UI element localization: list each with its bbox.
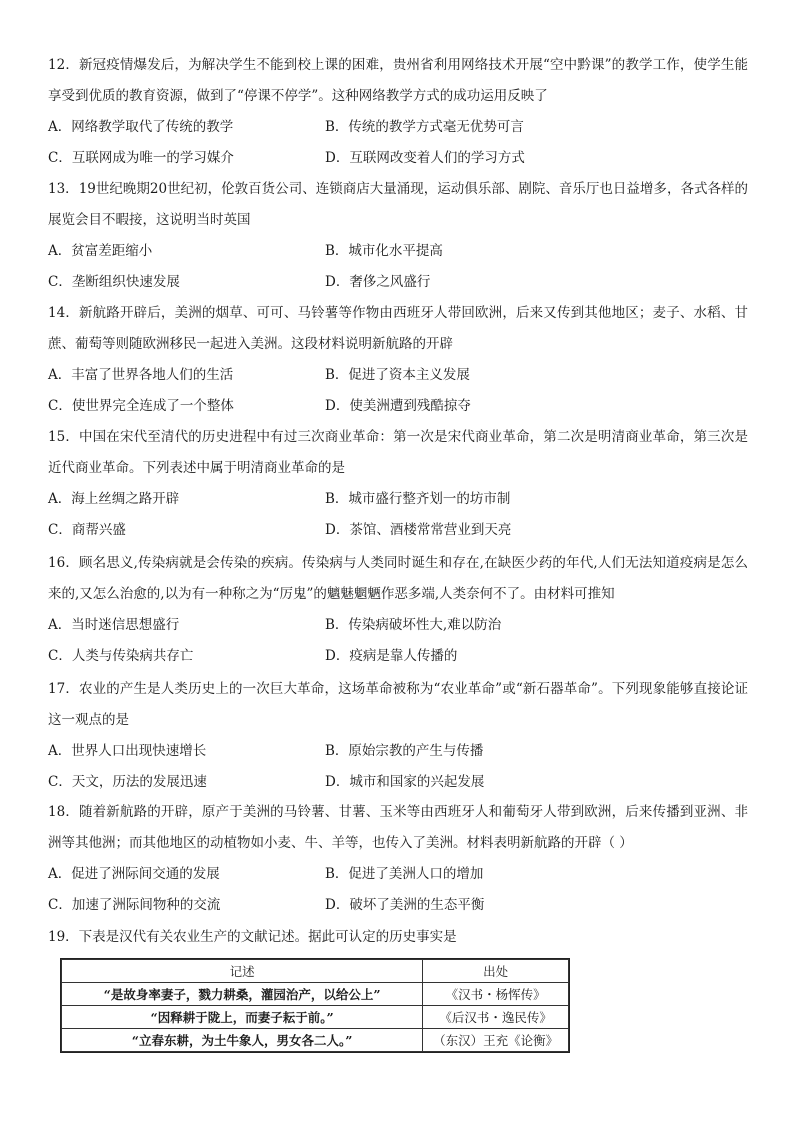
option-d[interactable]: D．奢侈之风盛行 [325, 274, 431, 290]
option-c[interactable]: C．加速了洲际间物种的交流 [48, 897, 221, 913]
option-b[interactable]: B．城市化水平提高 [325, 243, 443, 259]
question-stem: 13．19世纪晚期20世纪初，伦敦百货公司、连锁商店大量涌现，运动俱乐部、剧院、音乐厅也日益增多，各式各样的展览会目不暇接，这说明当时英国 [48, 181, 748, 228]
option-b[interactable]: B．城市盛行整齐划一的坊市制 [325, 491, 511, 507]
option-a[interactable]: A．促进了洲际间交通的发展 [48, 866, 220, 882]
option-d[interactable]: D．城市和国家的兴起发展 [325, 774, 485, 790]
option-grid [48, 610, 748, 672]
option-grid [48, 859, 748, 921]
source-table [60, 958, 570, 1053]
option-d[interactable]: D．使美洲遭到残酷掠夺 [325, 398, 471, 414]
option-c[interactable]: C．人类与传染病共存亡 [48, 648, 194, 664]
option-d[interactable]: D．茶馆、酒楼常常营业到天亮 [325, 522, 512, 538]
option-a[interactable]: A．世界人口出现快速增长 [48, 743, 207, 759]
option-a[interactable]: A．丰富了世界各地人们的生活 [48, 367, 234, 383]
question-15 [48, 422, 748, 546]
table-row [62, 1006, 569, 1029]
option-a[interactable]: A．贫富差距缩小 [48, 243, 153, 259]
question-14 [48, 298, 748, 422]
option-d[interactable]: D．破坏了美洲的生态平衡 [325, 897, 485, 913]
question-stem: 12．新冠疫情爆发后，为解决学生不能到校上课的困难，贵州省利用网络技术开展“空中黔课”的教学工作，使学生能享受到优质的教育资源，做到了“停课不停学”。这种网络教学方式的成功运用反映了 [48, 57, 748, 104]
question-19 [48, 922, 748, 953]
question-17 [48, 674, 748, 798]
question-stem: 14．新航路开辟后，美洲的烟草、可可、马铃薯等作物由西班牙人带回欧洲，后来又传到其他地区；麦子、水稻、甘蔗、葡萄等则随欧洲移民一起进入美洲。这段材料说明新航路的开辟 [48, 305, 748, 352]
question-18 [48, 797, 748, 921]
option-c[interactable]: C．天文，历法的发展迅速 [48, 774, 207, 790]
option-a[interactable]: A．海上丝绸之路开辟 [48, 491, 180, 507]
table-row [62, 1029, 569, 1052]
question-stem: 19．下表是汉代有关农业生产的文献记述。据此可认定的历史事实是 [48, 929, 457, 945]
option-grid [48, 112, 748, 174]
option-grid [48, 484, 748, 546]
option-b[interactable]: B．传染病破坏性大,难以防治 [325, 617, 502, 633]
source-cell: 《后汉书・逸民传》 [423, 1006, 569, 1029]
header-source: 出处 [423, 960, 569, 983]
option-d[interactable]: D．互联网改变着人们的学习方式 [325, 150, 525, 166]
question-16 [48, 548, 748, 672]
question-stem: 15．中国在宋代至清代的历史进程中有过三次商业革命：第一次是宋代商业革命，第二次是明清商业革命，第三次是近代商业革命。下列表述中属于明清商业革命的是 [48, 429, 748, 476]
option-grid [48, 236, 748, 298]
option-d[interactable]: D．疫病是靠人传播的 [325, 648, 458, 664]
record-cell: “因释耕于陇上，而妻子耘于前。” [62, 1006, 423, 1029]
option-b[interactable]: B．传统的教学方式毫无优势可言 [325, 119, 524, 135]
option-c[interactable]: C．垄断组织快速发展 [48, 274, 180, 290]
option-b[interactable]: B．促进了美洲人口的增加 [325, 866, 484, 882]
option-a[interactable]: A．网络教学取代了传统的教学 [48, 119, 234, 135]
option-b[interactable]: B．促进了资本主义发展 [325, 367, 470, 383]
question-12 [48, 50, 748, 174]
source-cell: 《汉书・杨恽传》 [423, 983, 569, 1006]
option-grid [48, 736, 748, 798]
record-cell: “是故身率妻子，戮力耕桑，灌园治产，以给公上” [62, 983, 423, 1006]
record-cell: “立春东耕，为土牛象人，男女各二人。” [62, 1029, 423, 1052]
option-a[interactable]: A．当时迷信思想盛行 [48, 617, 180, 633]
option-grid [48, 360, 748, 422]
header-record: 记述 [62, 960, 423, 983]
table-header-row [62, 960, 569, 983]
option-c[interactable]: C．使世界完全连成了一个整体 [48, 398, 234, 414]
source-cell: （东汉）王充《论衡》 [423, 1029, 569, 1052]
question-stem: 18．随着新航路的开辟，原产于美洲的马铃薯、甘薯、玉米等由西班牙人和葡萄牙人带到欧洲，后来传播到亚洲、非洲等其他洲；而其他地区的动植物如小麦、牛、羊等，也传入了美洲。材料表明新航路的开辟（ ） [48, 804, 748, 851]
option-c[interactable]: C．商帮兴盛 [48, 522, 126, 538]
option-c[interactable]: C．互联网成为唯一的学习媒介 [48, 150, 234, 166]
question-stem: 17．农业的产生是人类历史上的一次巨大革命，这场革命被称为“农业革命”或“新石器革命”。下列现象能够直接论证这一观点的是 [48, 681, 748, 728]
question-stem: 16．顾名思义,传染病就是会传染的疾病。传染病与人类同时诞生和存在,在缺医少药的年代,人们无法知道疫病是怎么来的,又怎么治愈的,以为有一种称之为“厉鬼”的魑魅魍魉作恶多端,人类奈何不了。由材料可推知 [48, 555, 748, 602]
table-row [62, 983, 569, 1006]
option-b[interactable]: B．原始宗教的产生与传播 [325, 743, 484, 759]
source-table-grid [61, 959, 569, 1052]
question-13 [48, 174, 748, 298]
